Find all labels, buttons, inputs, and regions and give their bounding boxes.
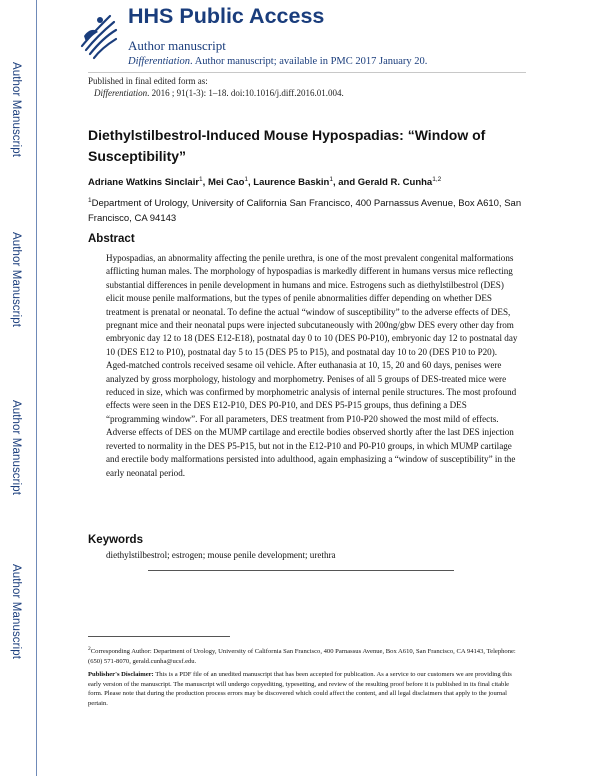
keywords-text: diethylstilbestrol; estrogen; mouse penile development; urethra xyxy=(106,550,336,560)
publisher-disclaimer xyxy=(88,670,516,708)
header-rule xyxy=(88,72,526,73)
affiliation-text: Department of Urology, University of California San Francisco, 400 Parnassus Avenue, Box A610, San Francisco, CA 94143 xyxy=(88,198,522,225)
citation-journal: Differentiation xyxy=(94,88,148,98)
abstract-text: Hypospadias, an abnormality affecting the penile urethra, is one of the most prevalent congenital malformations afflicting human males. The morphology of hypospadias is markedly different in humans versus mice reflecting substantial differences in penile development in humans and mice. Estrogens such as diethylstilbestrol (DES) elicit mouse penile malformations, but the types of penile abnormalities differ depending on whether DES treatment is prenatal or neonatal. To define the actual “window of susceptibility” to the adverse effects of DES, pregnant mice and their neonatal pups were injected subcutaneously with 200ng/gbw DES every other day from embryonic day 12 to 18 (DES E12-E18), postnatal day 0 to 10 (DES P0-P10), embryonic day 12 to postnatal day 10 (DES E12 to P10), postnatal day 5 to 15 (DES P5 to P15), and postnatal day 10 to 20 (DES P10 to P20). Aged-matched controls received sesame oil vehicle. After euthanasia at 10, 15, 20 and 60 days, penises were analyzed by gross morphology, histology and morphometry. Penises of all 5 groups of DES-treated mice were reduced in size, which was confirmed by morphometric analysis of internal penile structures. The most profound effects were seen in the DES E12-P10, DES P0-P10, and DES P5-P15 groups, thus defining a DES “programming window”. For all parameters, DES treatment from P10-P20 showed the most mild of effects. Adverse effects of DES on the MUMP cartilage and erectile bodies observed shortly after the last DES injection reverted to normality in the DES P5-P15, but not in the E12-P10 and P0-P10 groups, in which MUMP cartilage and erectile body malformations persisted into adulthood, again emphasizing a “window of susceptibility” in the early neonatal period. xyxy=(106,253,518,478)
abstract-heading: Abstract xyxy=(88,233,135,245)
author-manuscript-label: Author manuscript xyxy=(128,38,226,53)
author-name: Laurence Baskin xyxy=(253,177,330,189)
margin-label-author-manuscript: Author Manuscript xyxy=(10,564,22,660)
author-affiliation-sup: 1 xyxy=(244,176,249,183)
author-separator: , xyxy=(248,177,254,189)
author-list xyxy=(88,176,441,188)
availability-line xyxy=(128,56,427,67)
published-label: Published in final edited form as: xyxy=(88,76,208,86)
author-name: Adriane Watkins Sinclair xyxy=(88,177,200,189)
author-name: Gerald R. Cunha xyxy=(357,177,433,189)
margin-label-author-manuscript: Author Manuscript xyxy=(10,62,22,158)
citation-line xyxy=(94,88,344,98)
keywords-heading: Keywords xyxy=(88,534,143,546)
author-affiliation-sup: 1 xyxy=(199,176,203,183)
disclaimer-text: This is a PDF file of an unedited manuscript that has been accepted for publication. As a service to our customers we are providing this early version of the manuscript. The manuscript will undergo copyediting, typesetting, and review of the resulting proof before it is published in its final citable form. Please note that during the production process errors may be discovered which could affect the content, and all legal disclaimers that apply to the journal pertain. xyxy=(88,671,512,707)
hhs-eagle-logo-icon xyxy=(76,6,120,66)
hhs-public-access-title: HHS Public Access xyxy=(128,4,325,28)
author-separator: , xyxy=(202,177,208,189)
footnote-text: Corresponding Author: Department of Urology, University of California San Francisco, 400 Parnassus Avenue, Box A610, San Francisco, CA 94143, Telephone: (650) 571-8070, gerald.cunha@ucsf.edu. xyxy=(88,648,516,665)
affiliation-sup: 1 xyxy=(88,197,92,204)
author-separator: , and xyxy=(332,177,358,189)
disclaimer-label: Publisher's Disclaimer: xyxy=(88,671,154,678)
margin-label-author-manuscript: Author Manuscript xyxy=(10,232,22,328)
availability-text: . Author manuscript; available in PMC 2017 January 20. xyxy=(190,56,428,67)
footnote-rule xyxy=(88,636,230,637)
corresponding-author-footnote xyxy=(88,645,516,666)
author-name: Mei Cao xyxy=(207,177,245,189)
journal-name: Differentiation xyxy=(128,56,191,67)
affiliation xyxy=(88,193,528,226)
margin-divider xyxy=(36,0,37,776)
keywords-rule xyxy=(148,570,454,571)
author-affiliation-sup: 1 xyxy=(329,176,333,183)
article-title: Diethylstilbestrol-Induced Mouse Hypospadias: “Window of Susceptibility” xyxy=(88,127,486,164)
citation-text: . 2016 ; 91(1-3): 1–18. doi:10.1016/j.diff.2016.01.004. xyxy=(147,88,344,98)
footnote-sup: 2 xyxy=(88,646,91,652)
margin-label-author-manuscript: Author Manuscript xyxy=(10,400,22,496)
author-affiliation-sup: 1,2 xyxy=(432,176,442,183)
